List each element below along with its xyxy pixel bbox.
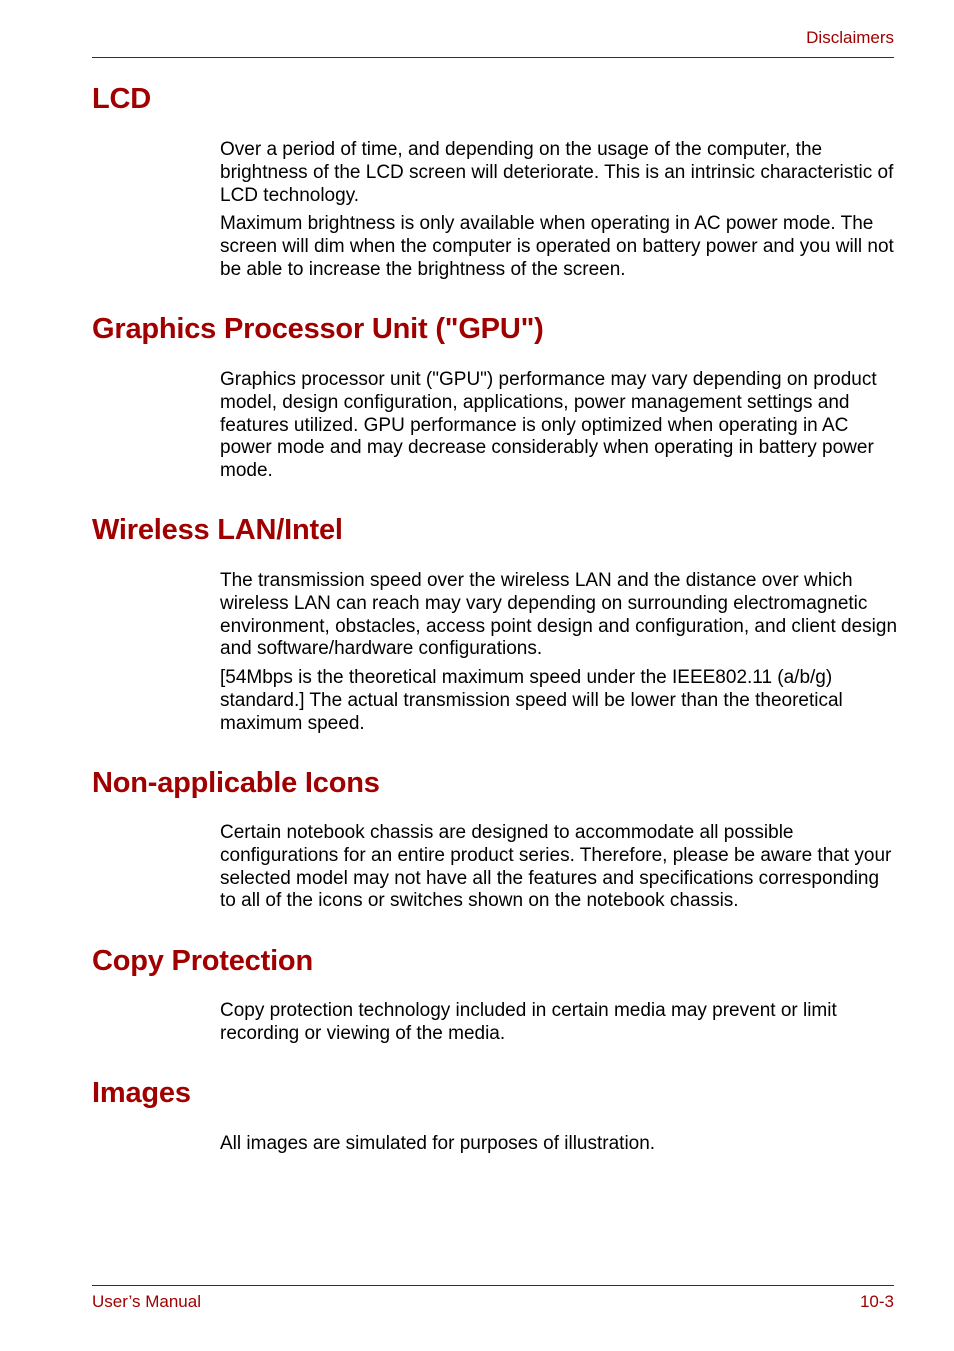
wireless-paragraph-2: [54Mbps is the theoretical maximum speed under the IEEE802.11 (a/b/g) standard.] The actual transmission speed will be lower than the theoretical maximum speed. [220, 667, 843, 734]
heading-copy-protection: Copy Protection [92, 945, 313, 977]
images-paragraph-1: All images are simulated for purposes of illustration. [220, 1133, 656, 1154]
lcd-paragraph-1: Over a period of time, and depending on the usage of the computer, the brightness of the LCD screen will deteriorate. This is an intrinsic characteristic of LCD technology. [220, 139, 894, 206]
heading-gpu: Graphics Processor Unit ("GPU") [92, 313, 544, 345]
wireless-paragraph-1: The transmission speed over the wireless LAN and the distance over which wireless LAN can reach may vary depending on surrounding electromagnetic environment, obstacles, access point design and configuration, and client design and software/hardware configurations. [220, 570, 898, 660]
heading-wireless-lan: Wireless LAN/Intel [92, 514, 343, 546]
copy-protection-paragraph-1: Copy protection technology included in certain media may prevent or limit recording or viewing of the media. [220, 1000, 837, 1044]
icons-paragraph-1: Certain notebook chassis are designed to accommodate all possible configurations for an entire product series. Therefore, please be aware that your selected model may not have all the features and specifications corresponding to all of the icons or switches shown on the notebook chassis. [220, 822, 892, 912]
header-title: Disclaimers [806, 28, 894, 47]
heading-lcd: LCD [92, 83, 152, 115]
page-header [92, 26, 894, 58]
heading-images: Images [92, 1077, 191, 1109]
gpu-paragraph-1: Graphics processor unit ("GPU") performance may vary depending on product model, design configuration, applications, power management settings and features utilized. GPU performance is only optimized when operating in AC power mode and may decrease considerably when operating in battery power mode. [220, 369, 877, 482]
page-footer [92, 1285, 894, 1311]
heading-non-applicable-icons: Non-applicable Icons [92, 767, 380, 799]
page-number: 10-3 [859, 1292, 894, 1311]
footer-manual-title: User’s Manual [92, 1292, 201, 1311]
lcd-paragraph-2: Maximum brightness is only available when operating in AC power mode. The screen will dim when the computer is operated on battery power and you will not be able to increase the brightness of the screen. [220, 213, 894, 280]
